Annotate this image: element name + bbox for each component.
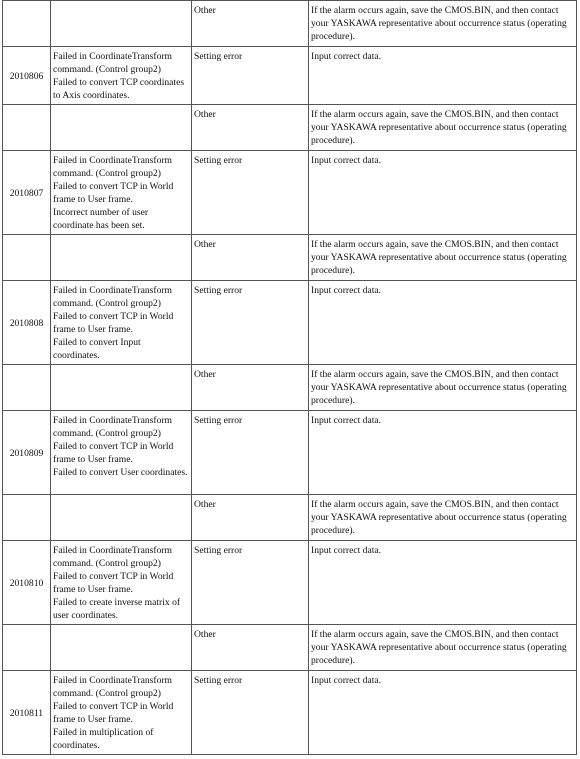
table-row	[3, 411, 577, 495]
cause-cell: Setting error	[192, 47, 309, 105]
remedy-cell: If the alarm occurs again, save the CMOS.BIN, and then contact your YASKAWA representative about occurrence status (operating procedure).	[309, 625, 577, 671]
cause-cell: Other	[192, 1, 309, 47]
remedy-cell: Input correct data.	[309, 47, 577, 105]
table-row	[3, 235, 577, 281]
description-cell	[51, 495, 192, 541]
cause-cell: Setting error	[192, 151, 309, 235]
remedy-cell: Input correct data.	[309, 151, 577, 235]
alarm-code-cell: 2010808	[3, 281, 51, 365]
cause-cell: Setting error	[192, 541, 309, 625]
table-row	[3, 541, 577, 625]
description-cell: Failed in CoordinateTransform command. (Control group2) Failed to convert TCP coordinates to Axis coordinates.	[51, 47, 192, 105]
description-cell: Failed in CoordinateTransform command. (Control group2) Failed to convert TCP in World frame to User frame. Failed in multiplication of coordinates.	[51, 671, 192, 755]
cause-cell: Setting error	[192, 281, 309, 365]
description-cell: Failed in CoordinateTransform command. (Control group2) Failed to convert TCP in World frame to User frame. Failed to convert User coordinates.	[51, 411, 192, 495]
table-row	[3, 365, 577, 411]
table-row	[3, 495, 577, 541]
remedy-cell: If the alarm occurs again, save the CMOS.BIN, and then contact your YASKAWA representative about occurrence status (operating procedure).	[309, 235, 577, 281]
remedy-cell: If the alarm occurs again, save the CMOS.BIN, and then contact your YASKAWA representative about occurrence status (operating procedure).	[309, 1, 577, 47]
alarm-code-cell: 2010806	[3, 47, 51, 105]
remedy-cell: Input correct data.	[309, 411, 577, 495]
table-row	[3, 105, 577, 151]
alarm-code-cell: 2010811	[3, 671, 51, 755]
table-row	[3, 625, 577, 671]
description-cell	[51, 235, 192, 281]
cause-cell: Other	[192, 625, 309, 671]
description-cell: Failed in CoordinateTransform command. (Control group2) Failed to convert TCP in World frame to User frame. Incorrect number of user coordinate has been set.	[51, 151, 192, 235]
table-row	[3, 151, 577, 235]
cause-cell: Other	[192, 105, 309, 151]
remedy-cell: If the alarm occurs again, save the CMOS.BIN, and then contact your YASKAWA representative about occurrence status (operating procedure).	[309, 365, 577, 411]
alarm-code-cell	[3, 105, 51, 151]
alarm-table-body	[3, 1, 577, 755]
remedy-cell: If the alarm occurs again, save the CMOS.BIN, and then contact your YASKAWA representative about occurrence status (operating procedure).	[309, 495, 577, 541]
alarm-code-cell	[3, 365, 51, 411]
alarm-code-cell	[3, 495, 51, 541]
alarm-code-cell	[3, 235, 51, 281]
cause-cell: Setting error	[192, 411, 309, 495]
alarm-code-cell: 2010810	[3, 541, 51, 625]
description-cell	[51, 365, 192, 411]
description-cell	[51, 105, 192, 151]
remedy-cell: Input correct data.	[309, 281, 577, 365]
cause-cell: Other	[192, 365, 309, 411]
alarm-code-cell: 2010809	[3, 411, 51, 495]
table-row	[3, 671, 577, 755]
alarm-code-cell	[3, 625, 51, 671]
alarm-table	[2, 0, 577, 755]
table-row	[3, 1, 577, 47]
remedy-cell: Input correct data.	[309, 541, 577, 625]
description-cell: Failed in CoordinateTransform command. (Control group2) Failed to convert TCP in World frame to User frame. Failed to create inverse matrix of user coordinates.	[51, 541, 192, 625]
cause-cell: Setting error	[192, 671, 309, 755]
table-row	[3, 47, 577, 105]
remedy-cell: If the alarm occurs again, save the CMOS.BIN, and then contact your YASKAWA representative about occurrence status (operating procedure).	[309, 105, 577, 151]
alarm-code-cell	[3, 1, 51, 47]
cause-cell: Other	[192, 235, 309, 281]
alarm-code-cell: 2010807	[3, 151, 51, 235]
table-row	[3, 281, 577, 365]
description-cell: Failed in CoordinateTransform command. (Control group2) Failed to convert TCP in World frame to User frame. Failed to convert Input coordinates.	[51, 281, 192, 365]
description-cell	[51, 1, 192, 47]
cause-cell: Other	[192, 495, 309, 541]
remedy-cell: Input correct data.	[309, 671, 577, 755]
description-cell	[51, 625, 192, 671]
